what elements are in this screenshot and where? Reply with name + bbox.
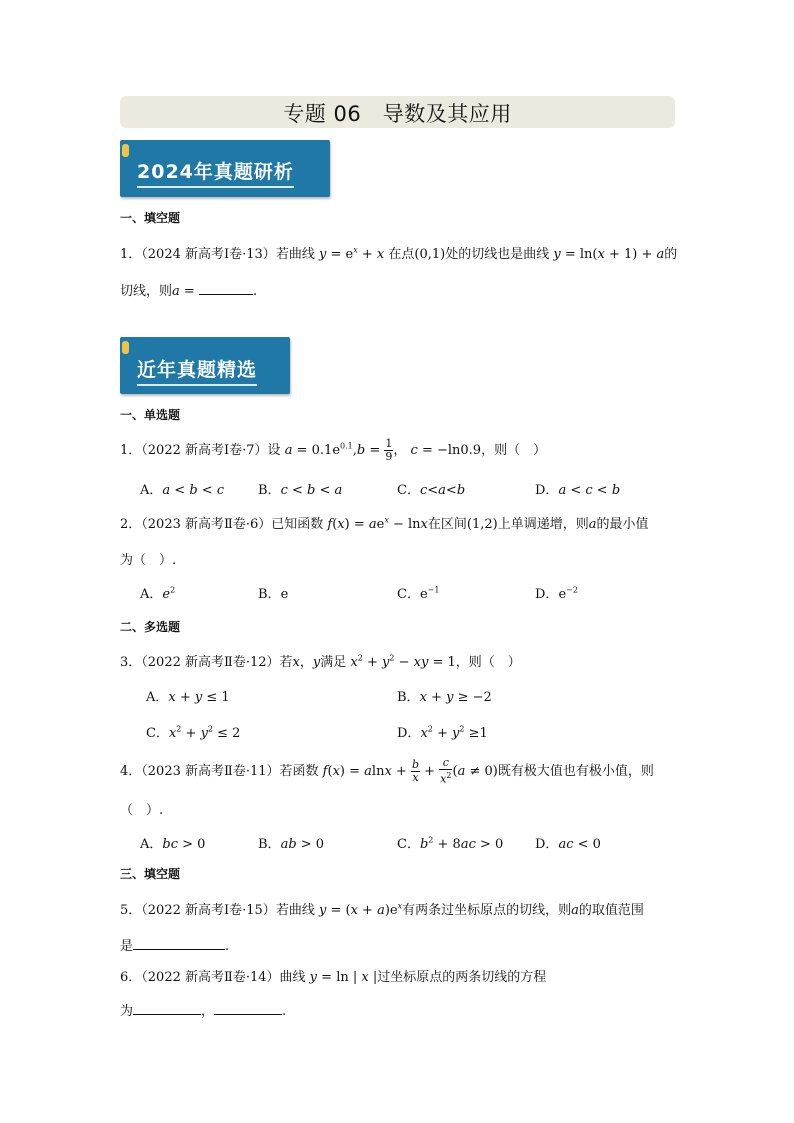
section-multi: 二、多选题 [120, 620, 181, 634]
q4-option-d[interactable]: D．ac < 0 [535, 837, 601, 852]
q6-stem-line2: 为 ， . [120, 1004, 287, 1019]
q2024-1-line1: 1．（2024 新高考Ⅰ卷·13）若曲线 $y = e^x + x$ 在点(0,1)处的切线也是曲线 y = ln(x + 1) + a的 [120, 245, 678, 262]
q1-option-b[interactable]: B．c < b < a [258, 483, 343, 498]
q2-option-d[interactable]: D．$e^{-2}$ [535, 585, 578, 602]
q1-stem: 1．（2022 新高考Ⅰ卷·7）设 $a = 0.1e^{0.1},b$ = $\frac{1}{9}$ ， c = −ln0.9，则（ ） [120, 437, 547, 463]
q1-option-d[interactable]: D．a < c < b [535, 483, 621, 498]
q5-stem-line2: 是 . [120, 939, 230, 954]
q1-option-a[interactable]: A．a < b < c [140, 483, 225, 498]
q3-option-b[interactable]: B．x + y ≥ −2 [397, 690, 492, 705]
banner-recent-label: 近年真题精选 [137, 355, 257, 386]
q4-stem-line2: （ ）. [120, 803, 164, 818]
section-fill: 三、填空题 [120, 867, 181, 881]
banner-tab-icon [122, 341, 129, 354]
q3-stem: 3．（2022 新高考Ⅱ卷·12）若x，y满足 $x^2 + y^2$ − xy = 1，则（ ） [120, 653, 521, 670]
section-fill-2024: 一、填空题 [120, 211, 181, 225]
answer-blank[interactable] [214, 1004, 282, 1015]
q2-option-b[interactable]: B．e [258, 587, 289, 602]
q2-option-c[interactable]: C．$e^{-1}$ [397, 585, 440, 602]
banner-2024 [120, 140, 330, 197]
fraction: $\frac{c}{x^2}$ [440, 756, 452, 786]
q2-stem-line1: 2．（2023 新高考Ⅱ卷·6）已知函数 $f(x) = ae^x - \ln x$在区间(1,2)上单调递增，则a的最小值 [120, 515, 649, 532]
q3-option-d[interactable]: D．$x^2 + y^2 \ge 1$ [397, 724, 488, 741]
q4-option-c[interactable]: C．$b^2 + 8ac > 0$ [397, 835, 504, 852]
q4-option-a[interactable]: A．bc > 0 [140, 837, 206, 852]
q1-option-c[interactable]: C．c<a<b [397, 483, 466, 498]
banner-2024-label: 2024年真题研析 [137, 157, 294, 188]
q3-option-c[interactable]: C．$x^2 + y^2 \le 2$ [146, 724, 241, 741]
page-title: 专题 06 导数及其应用 [283, 102, 512, 126]
answer-blank[interactable] [199, 284, 253, 295]
fraction: $\frac{b}{x}$ [411, 757, 419, 784]
q2-stem-line2: 为（ ）. [120, 553, 177, 568]
banner-tab-icon [122, 144, 129, 157]
q3-option-a[interactable]: A．x + y ≤ 1 [146, 690, 230, 705]
q4-option-b[interactable]: B．ab > 0 [258, 837, 325, 852]
answer-blank[interactable] [133, 939, 225, 950]
q2024-1-line2: 切线，则a = . [120, 284, 258, 299]
q6-stem-line1: 6．（2022 新高考Ⅱ卷·14）曲线 y = ln | x |过坐标原点的两条切线的方程 [120, 970, 547, 985]
formula: y [318, 247, 327, 262]
q4-stem-line1: 4．（2023 新高考Ⅱ卷·11）若函数 f(x) = alnx + $\frac{b}{x}$ + $\frac{c}{x^2}$ (a ≠ 0)既有极大值也有极小值，则 [120, 756, 654, 786]
section-single: 一、单选题 [120, 408, 181, 422]
title-bar [120, 96, 675, 128]
banner-recent [120, 337, 290, 394]
q5-stem-line1: 5．（2022 新高考Ⅰ卷·15）若曲线 $y = (x + a)e^x$有两条过坐标原点的切线，则a的取值范围 [120, 901, 644, 918]
answer-blank[interactable] [133, 1004, 201, 1015]
q2-option-a[interactable]: A．$e^2$ [140, 585, 176, 602]
fraction: $\frac{1}{9}$ [385, 437, 393, 463]
